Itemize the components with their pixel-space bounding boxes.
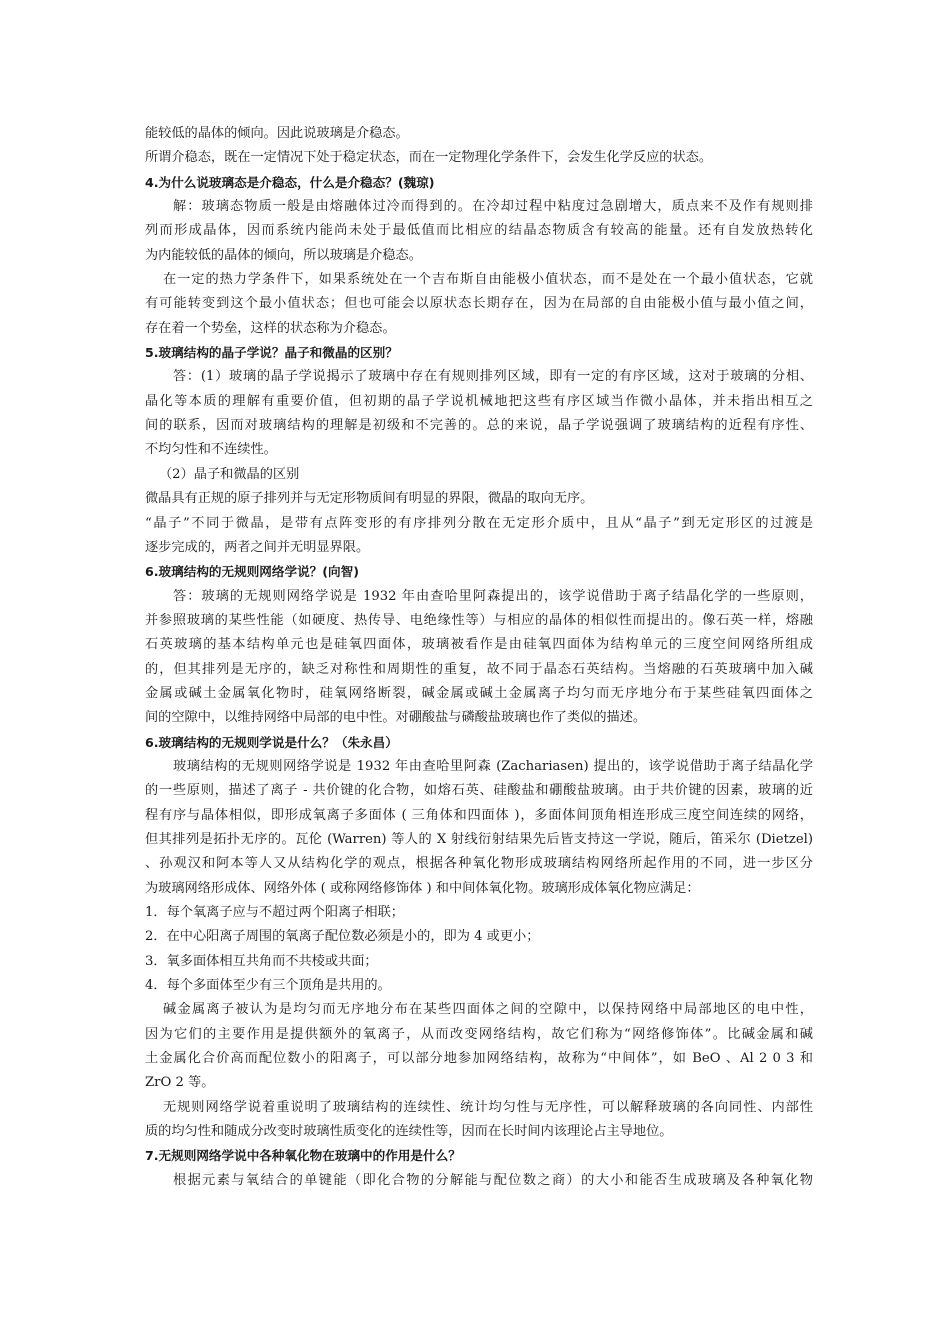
text-line: 答：(1）玻璃的晶子学说揭示了玻璃中存在有规则排列区域，即有一定的有序区域，这对于玻璃的分相、 [173,369,813,385]
text-line: 列而形成晶体，因而系统内能尚未处于最低值而比相应的结晶态物质含有较高的能量。还有自发放热转化 [145,223,813,239]
document-page [145,122,813,1193]
text-line: 能较低的晶体的倾向。因此说玻璃是介稳态。 [145,126,409,141]
list-item: 4．每个多面体至少有三个顶角是共用的。 [145,978,391,994]
text-line: 因为它们的主要作用是提供额外的氧离子，从而改变网络结构，故它们称为“网络修饰体”。比碱金属和碱 [145,1026,813,1042]
text-line: 不均匀性和不连续性。 [145,442,277,458]
text-line: 存在着一个势垒，这样的状态称为介稳态。 [145,320,396,336]
text-line: 为内能较低的晶体的倾向，所以玻璃是介稳态。 [145,247,422,263]
text-line: 为玻璃网络形成体、网络外体 ( 或称网络修饰体 ) 和中间体氧化物。玻璃形成体氧化物应满足： [145,880,700,896]
text-line: 玻璃结构的无规则网络学说是 1932 年由查哈里阿森 (Zachariasen) 提出的，该学说借助于离子结晶化学 [173,758,813,774]
text-line: 的，但其排列是无序的，缺乏对称性和周期性的重复，故不同于晶态石英结构。当熔融的石英玻璃中加入碱 [145,661,813,677]
text-line: 无规则网络学说着重说明了玻璃结构的连续性、统计均匀性与无序性，可以解释玻璃的各向同性、内部性 [163,1099,813,1115]
text-line: 有可能转变到这个最小值状态；但也可能会以原状态长期存在，因为在局部的自由能极小值与最小值之间， [145,296,813,312]
text-line: ZrO 2 等。 [145,1075,215,1091]
text-line: 程有序与晶体相似，即形成氧离子多面体 ( 三角体和四面体 )，多面体间顶角相连形成三度空间连续的网络， [145,807,813,823]
text-line: “晶子”不同于微晶，是带有点阵变形的有序排列分散在无定形介质中，且从“晶子”到无定形区的过渡是 [145,515,813,531]
text-line: 所谓介稳态，既在一定情况下处于稳定状态，而在一定物理化学条件下，会发生化学反应的状态。 [145,150,713,166]
list-item: 2．在中心阳离子周围的氧离子配位数必须是小的，即为 4 或更小； [145,929,540,945]
text-line: 根据元素与氧结合的单键能（即化合物的分解能与配位数之商）的大小和能否生成玻璃及各种氧化物 [173,1172,813,1188]
section-heading: 4.为什么说玻璃态是介稳态，什么是介稳态？(魏琼) [145,174,435,190]
list-item: 3．氧多面体相互共角而不共棱或共面； [145,953,378,969]
text-line: 土金属化合价高而配位数小的阳离子，可以部分地参加网络结构，故称为“中间体”，如 BeO 、Al 2 0 3 和 [145,1051,813,1067]
text-line: （2）晶子和微晶的区别 [159,466,300,482]
text-line: 间的联系，因而对玻璃结构的理解是初级和不完善的。总的来说，晶子学说强调了玻璃结构的近程有序性、 [145,418,813,434]
text-line: 微晶具有正规的原子排列并与无定形物质间有明显的界限，微晶的取向无序。 [145,491,594,507]
text-line: 并参照玻璃的某些性能（如硬度、热传导、电绝缘性等）与相应的晶体的相似性而提出的。像石英一样，熔融 [145,612,813,628]
text-line: 逐步完成的，两者之间并无明显界限。 [145,539,370,555]
text-line: 在一定的热力学条件下，如果系统处在一个吉布斯自由能极小值状态，而不是处在一个最小值状态，它就 [163,272,813,288]
section-heading: 6.玻璃结构的无规则网络学说？(向智) [145,564,359,580]
text-line: 金属或碱土金属氧化物时，硅氧网络断裂，碱金属或碱土金属离子均匀而无序地分布于某些硅氧四面体之 [145,685,813,701]
text-line: 晶化等本质的理解有重要价值，但初期的晶子学说机械地把这些有序区域当作微小晶体，并未指出相互之 [145,393,813,409]
section-heading: 5.玻璃结构的晶子学说？晶子和微晶的区别？ [145,345,398,361]
text-line: 但其排列是拓扑无序的。瓦伦 (Warren) 等人的 X 射线衍射结果先后皆支持这一学说，随后，笛采尔 (Dietzel) [145,831,813,847]
section-heading: 6.玻璃结构的无规则学说是什么？（朱永昌） [145,734,398,750]
text-line: 石英玻璃的基本结构单元也是硅氧四面体，玻璃被看作是由硅氧四面体为结构单元的三度空间网络所组成 [145,637,813,653]
text-line: 质的均匀性和随成分改变时玻璃性质变化的连续性等，因而在长时间内该理论占主导地位。 [145,1124,673,1140]
text-line: 间的空隙中，以维持网络中局部的电中性。对硼酸盐与磷酸盐玻璃也作了类似的描述。 [145,710,647,726]
text-line: 解：玻璃态物质一般是由熔融体过冷而得到的。在冷却过程中粘度过急剧增大，质点来不及作有规则排 [173,199,813,215]
text-line: 、孙观汉和阿本等人又从结构化学的观点，根据各种氧化物形成玻璃结构网络所起作用的不同，进一步区分 [145,856,813,872]
text-line: 答：玻璃的无规则网络学说是 1932 年由查哈里阿森提出的，该学说借助于离子结晶化学的一些原则， [173,588,813,604]
section-heading: 7.无规则网络学说中各种氧化物在玻璃中的作用是什么？ [145,1148,461,1164]
list-item: 1．每个氧离子应与不超过两个阳离子相联； [145,905,404,920]
text-line: 的一些原则，描述了离子 - 共价键的化合物，如熔石英、硅酸盐和硼酸盐玻璃。由于共价键的因素，玻璃的近 [145,783,813,799]
text-line: 碱金属离子被认为是均匀而无序地分布在某些四面体之间的空隙中，以保持网络中局部地区的电中性， [163,1002,813,1018]
